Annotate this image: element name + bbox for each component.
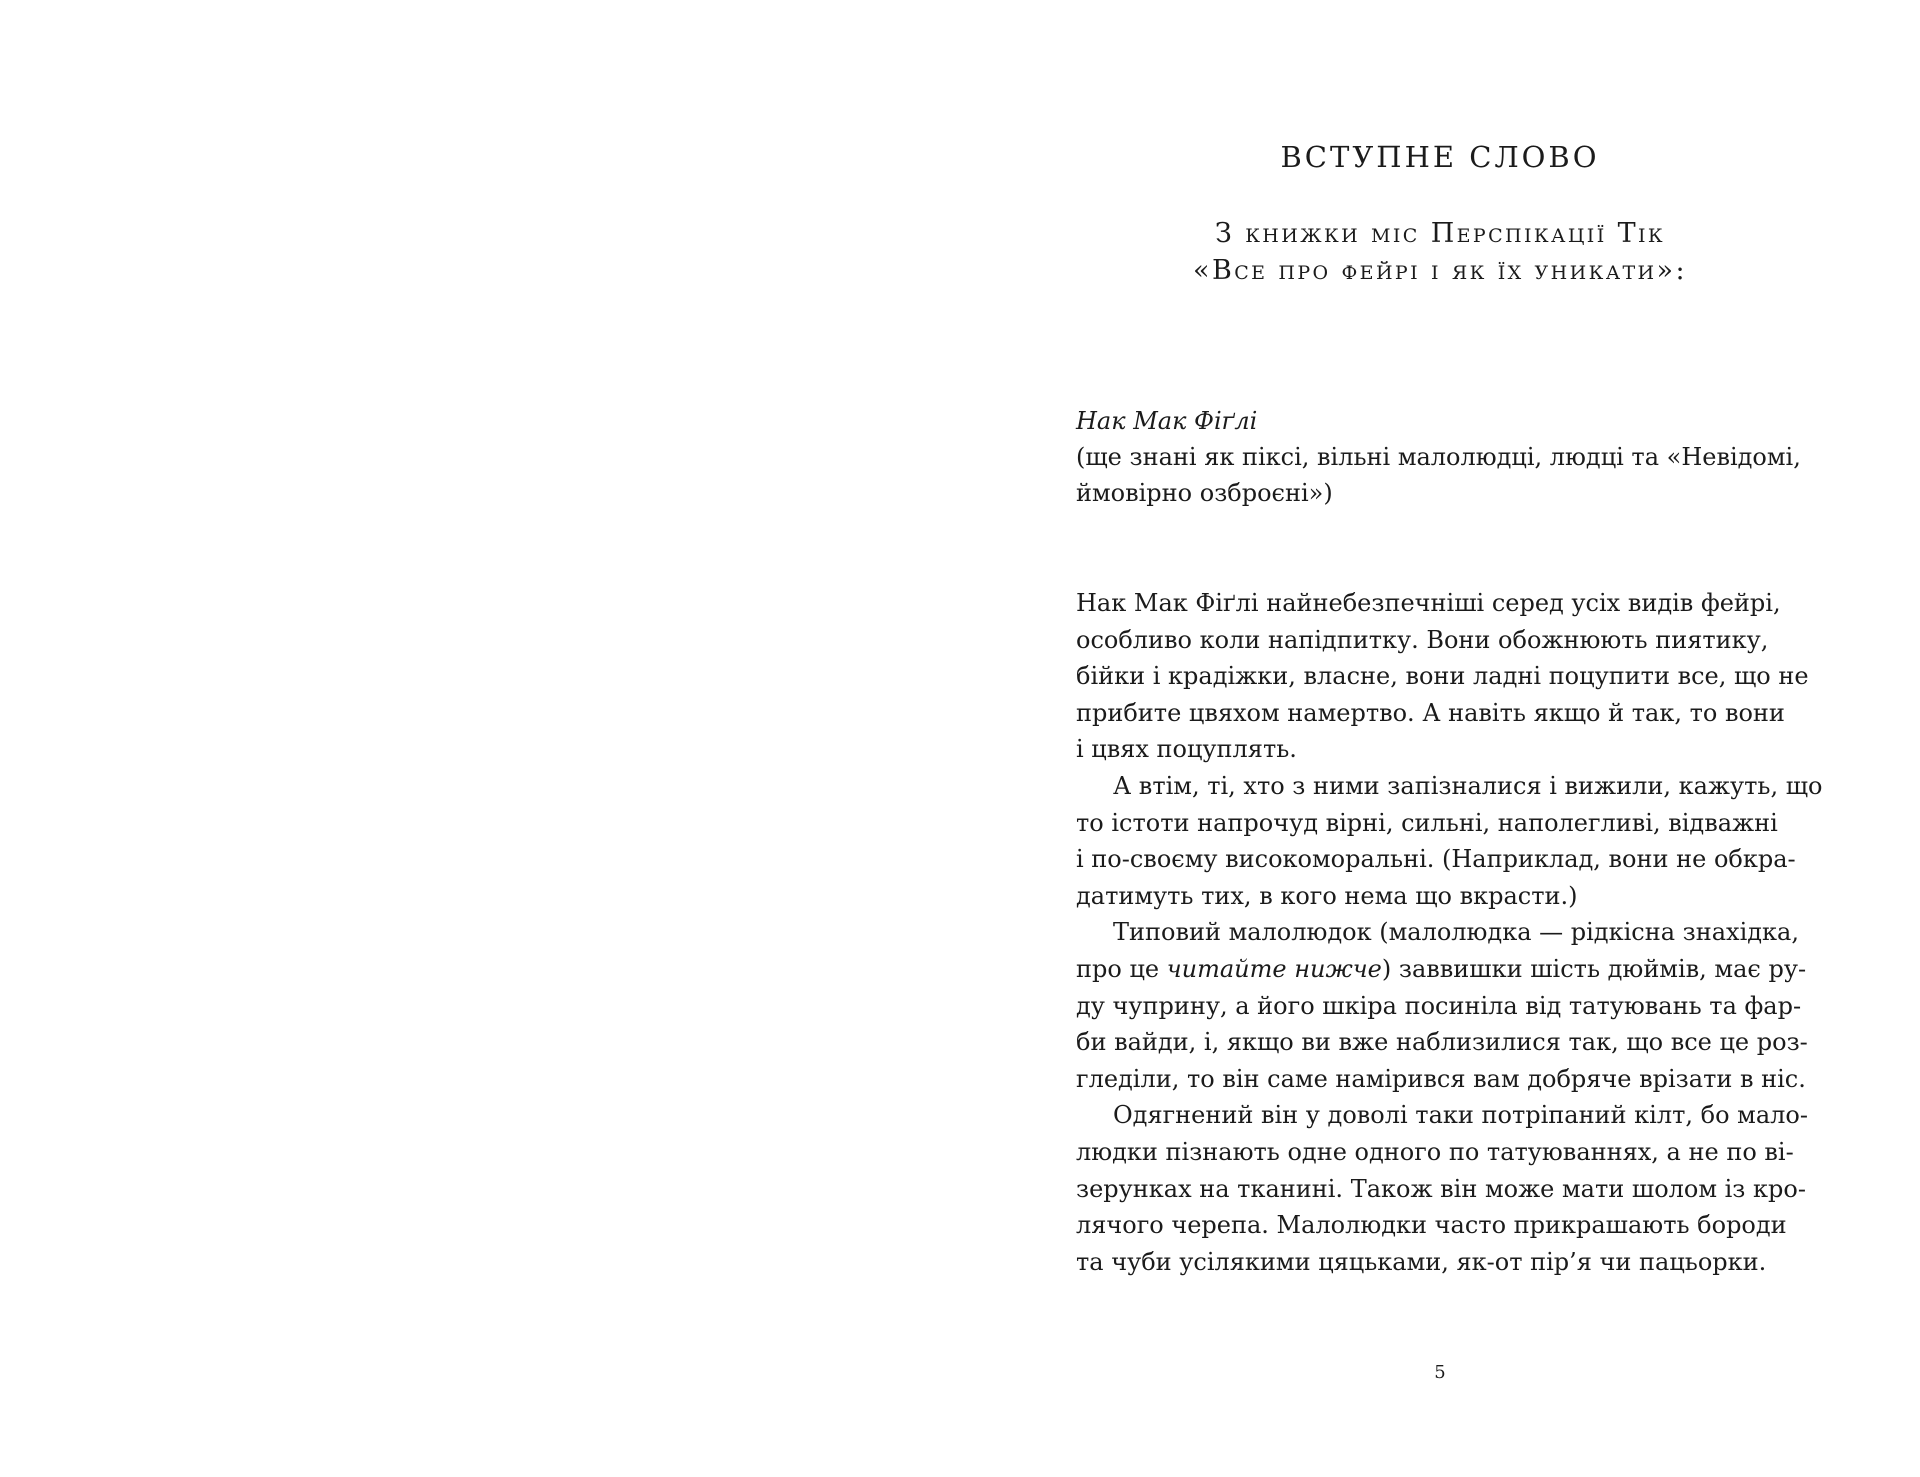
text-segment: про це	[1076, 954, 1167, 983]
text-line: та чуби усілякими цяцьками, як-от пір’я чи пацьорки.	[1076, 1247, 1767, 1276]
text-line: і по-своєму високоморальні. (Наприклад, вони не обкра-	[1076, 845, 1796, 874]
text-line: Одягнений він у доволі таки потріпаний кілт, бо мало-	[1113, 1101, 1808, 1130]
emphasis-text: читайте нижче	[1166, 954, 1382, 983]
entry-alias-line-1: (ще знані як піксі, вільні малолюдці, людці та «Невідомі,	[1076, 443, 1801, 471]
paragraph-1	[1076, 585, 1809, 768]
text-line: зерунках на тканині. Також він може мати шолом із кро-	[1076, 1174, 1806, 1203]
entry-name: Нак Мак Фіґлі	[1076, 407, 1258, 435]
source-line-1: З книжки міс Перспікації Тік	[1214, 218, 1666, 249]
text-line: то істоти напрочуд вірні, сильні, наполегливі, відважні	[1076, 808, 1778, 837]
text-line: гледіли, то він саме намірився вам добряче врізати в ніс.	[1076, 1064, 1806, 1093]
paragraph-3	[1076, 914, 1808, 1097]
source-reference	[1080, 215, 1800, 289]
text-line: і цвях поцуплять.	[1076, 735, 1297, 764]
text-line: лячого черепа. Малолюдки часто прикрашають бороди	[1076, 1211, 1787, 1240]
source-line-2: «Все про фейрі і як їх уникати»:	[1193, 255, 1687, 286]
right-page	[960, 0, 1920, 1477]
text-line: особливо коли напідпитку. Вони обожнюють пиятику,	[1076, 625, 1769, 654]
text-line: прибите цвяхом намертво. А навіть якщо й так, то вони	[1076, 698, 1785, 727]
text-line: ду чуприну, а його шкіра посиніла від татуювань та фар-	[1076, 991, 1802, 1020]
text-line: би вайди, і, якщо ви вже наблизилися так, що все це роз-	[1076, 1028, 1808, 1057]
text-line: Нак Мак Фіґлі найнебезпечніші серед усіх видів фейрі,	[1076, 589, 1781, 617]
text-line: датимуть тих, в кого нема що вкрасти.)	[1076, 881, 1578, 910]
body-text	[1076, 585, 1823, 1280]
text-line: бійки і крадіжки, власне, вони ладні поцупити все, що не	[1076, 662, 1809, 691]
text-line: А втім, ті, хто з ними запізналися і вижили, кажуть, що	[1113, 771, 1823, 800]
text-line-with-emphasis	[1076, 951, 1807, 988]
text-segment: ) заввишки шість дюймів, має ру-	[1381, 954, 1807, 983]
text-line: людки пізнають одне одного по татуюваннях, а не по ві-	[1076, 1137, 1794, 1166]
chapter-title: ВСТУПНЕ СЛОВО	[1280, 140, 1600, 174]
text-line: Типовий малолюдок (малолюдка — рідкісна знахідка,	[1113, 918, 1799, 947]
page-number: 5	[1434, 1362, 1446, 1383]
entry-alias-line-2: ймовірно озброєні»)	[1076, 479, 1333, 507]
entry-heading	[1076, 403, 1806, 511]
paragraph-4	[1076, 1097, 1808, 1280]
paragraph-2	[1076, 768, 1823, 914]
